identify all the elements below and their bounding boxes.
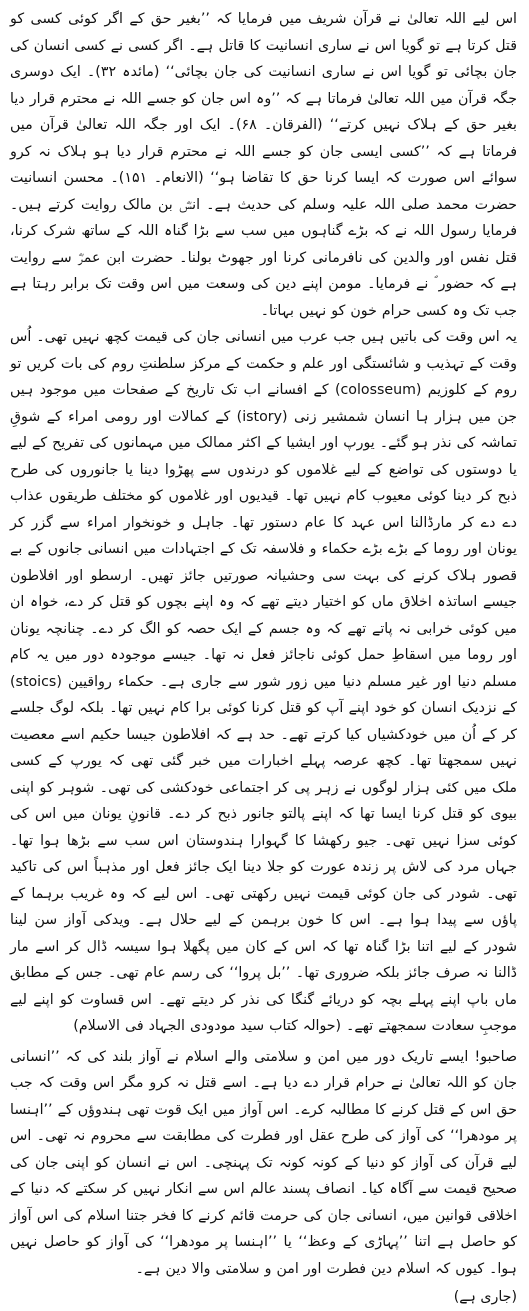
paragraph-islam-message: صاحبو! ایسے تاریک دور میں امن و سلامتی والے اسلام نے آواز بلند کی کہ ’’انسانی جان کو اللہ تعالیٰ نے حرام قرار دے دیا ہے۔ اسے قتل نہ کرو مگر اس وقت کہ جب حق اس کے قتل کرنے کا مطالبہ کرے۔ اس آواز میں ایک قوت تھی ہندوؤں کے ’’اہنسا پر مودھرا‘‘ کی آواز کی طرح عقل اور فطرت کی مطابقت سے محروم نہ تھی۔ اس لیے قرآن کی آواز کو دنیا کے کونہ کونہ تک پہنچی۔ اس نے انسان کو اپنی جان کی صحیح قیمت سے آگاہ کیا۔ انصاف پسند عالم اس سے انکار نہیں کر سکتے کہ دنیا کے اخلاقی قوانین میں، انسانی جان کی حرمت قائم کرنے کا فخر جتنا اسلام کی اس آواز کو حاصل ہے اتنا ’’پہاڑی کے وعظ‘‘ یا ’’اہنسا پر مودھرا‘‘ کی آواز کو حاصل نہیں ہوا۔ کیوں کہ اسلام دین فطرت اور امن و سلامتی والا دین ہے۔ (10, 1048, 517, 1277)
continued-label: (جاری ہے) (453, 1289, 517, 1305)
paragraph-quran-sanctity: اس لیے اللہ تعالیٰ نے قرآن شریف میں فرمایا کہ ’’بغیر حق کے اگر کوئی کسی کو قتل کرتا ہے تو گویا اس نے ساری انسانیت کا قاتل ہے۔ اگر کسی نے کسی انسان کی جان بچائی تو گویا اس نے ساری انسانیت کی جان بچائی‘‘ (مائدہ ۳۲)۔ ایک دوسری جگہ قرآن میں اللہ تعالیٰ فرماتا ہے کہ ’’وہ اس جان کو جسے اللہ نے محترم قرار دیا بغیر حق کے ہلاک نہیں کرتے‘‘ (الفرقان۔ ۶۸)۔ ایک اور جگہ اللہ تعالیٰ قرآن میں فرماتا ہے کہ ’’کسی ایسی جان کو جسے اللہ نے محترم قرار دیا ہو ہلاک نہ کرو سوائے اس صورت کہ ایسا کرنا حق کا تقاضا ہو‘‘ (الانعام۔ ۱۵۱)۔ محسن انسانیت حضرت محمد صلی اللہ علیہ وسلم کی حدیث ہے۔ انسؓ بن مالک روایت کرتے ہیں۔ فرمایا رسول اللہ نے کہ بڑے گناہوں میں سب سے بڑا گناہ اللہ کے ساتھ شرک کرنا، قتل نفس اور والدین کی نافرمانی کرنا اور جھوٹ بولنا۔ حضرت ابن عمرؓ سے روایت ہے کہ حضور ؐ نے فرمایا۔ مومن اپنے دین کی وسعت میں اس وقت تک برابر رہتا ہے جب تک وہ کسی حرام خون کو نہیں بہاتا۔ (10, 11, 517, 319)
paragraph-historical-context: یہ اس وقت کی باتیں ہیں جب عرب میں انسانی جان کی قیمت کچھ نہیں تھی۔ اُس وقت کے تہذیب و شائستگی اور علم و حکمت کے مرکز سلطنتِ روم کی بات کریں تو روم کے کلوزیم (colosseum) کے افسانے اب تک تاریخ کے صفحات میں موجود ہیں جن میں ہزار ہا انسان شمشیر زنی (istory) کے کمالات اور رومی امراء کے شوقِ تماشہ کی نذر ہو گئے۔ یورپ اور ایشیا کے اکثر ممالک میں مہمانوں کی تفریح کے لیے یا دوستوں کی تواضع کے لیے غلاموں کو درندوں سے پھڑوا دینا یا جانوروں کی طرح ذبح کر دینا کوئی معیوب کام نہیں تھا۔ قیدیوں اور غلاموں کو مختلف طریقوں عذاب دے دے کر مارڈالنا اس عہد کا عام دستور تھا۔ جاہل و خونخوار امراء سے گزر کر یونان اور روما کے بڑے بڑے حکماء و فلاسفہ تک کے اجتہادات میں انسانی جانوں کے بے قصور ہلاک کرنے کی بہت سی وحشیانہ صورتیں جائز تھیں۔ ارسطو اور افلاطون جیسے اساتذہ اخلاق ماں کو اختیار دیتے تھے کہ وہ اپنے بچوں کو قتل کر دے، خواہ ان میں کوئی خرابی نہ پاتے تھے کہ وہ جسم کے ایک حصہ کو الگ کر دے۔ چنانچہ یونان اور روما میں اسقاطِ حمل کوئی ناجائز فعل نہ تھا۔ جیسے موجودہ دور میں یہ کام مسلم دنیا اور غیر مسلم دنیا میں زور شور سے جاری ہے۔ حکماء رواقیین (stoics) کے نزدیک انسان کو خود اپنے آپ کو قتل کرنا کوئی برا کام نہیں تھا۔ بلکہ لوگ جلسے کر کے اُن میں خودکشیاں کیا کرتے تھے۔ حد ہے کہ افلاطون جیسا حکیم اسے معصیت نہیں سمجھتا تھا۔ کچھ عرصہ پہلے اخبارات میں خبر گئی تھی کہ یورپ کے کسی ملک میں کئی ہزار لوگوں نے زہر پی کر اجتماعی خودکشی کی تھی۔ شوہر کو اپنی بیوی کو قتل کرنا ایسا تھا کہ اپنے پالتو جانور ذبح کر دے۔ قانونِ یونان میں اس کی کوئی سزا نہیں تھی۔ جیو رکھشا کا گہوارا ہندوستان اس سب سے بڑھا ہوا تھا۔ جہاں مرد کی لاش پر زندہ عورت کو جلا دینا ایک جائز فعل اور مذہباً اس کی تاکید تھی۔ شودر کی جان کوئی قیمت نہیں رکھتی تھی۔ اس لیے کہ وہ غریب برہما کے پاؤں سے پیدا ہوا ہے۔ اس کا خون برہمن کے لیے حلال ہے۔ ویدکی آواز سن لینا شودر کے لیے اتنا بڑا گناہ تھا کہ اس کے کان میں پگھلا ہوا سیسہ ڈال کر اسے مار ڈالنا نہ صرف جائز بلکہ ضروری تھا۔ ’’بل پروا‘‘ کی رسم عام تھی۔ جس کے مطابق ماں باپ اپنے پہلے بچہ کو دریائے گنگا کی نذر کر دیتے تھے۔ اس قساوت کو اپنے لیے موجبِ سعادت سمجھتے تھے۔ (حوالہ کتاب سید مودودی الجہاد فی الاسلام) (10, 329, 517, 1034)
